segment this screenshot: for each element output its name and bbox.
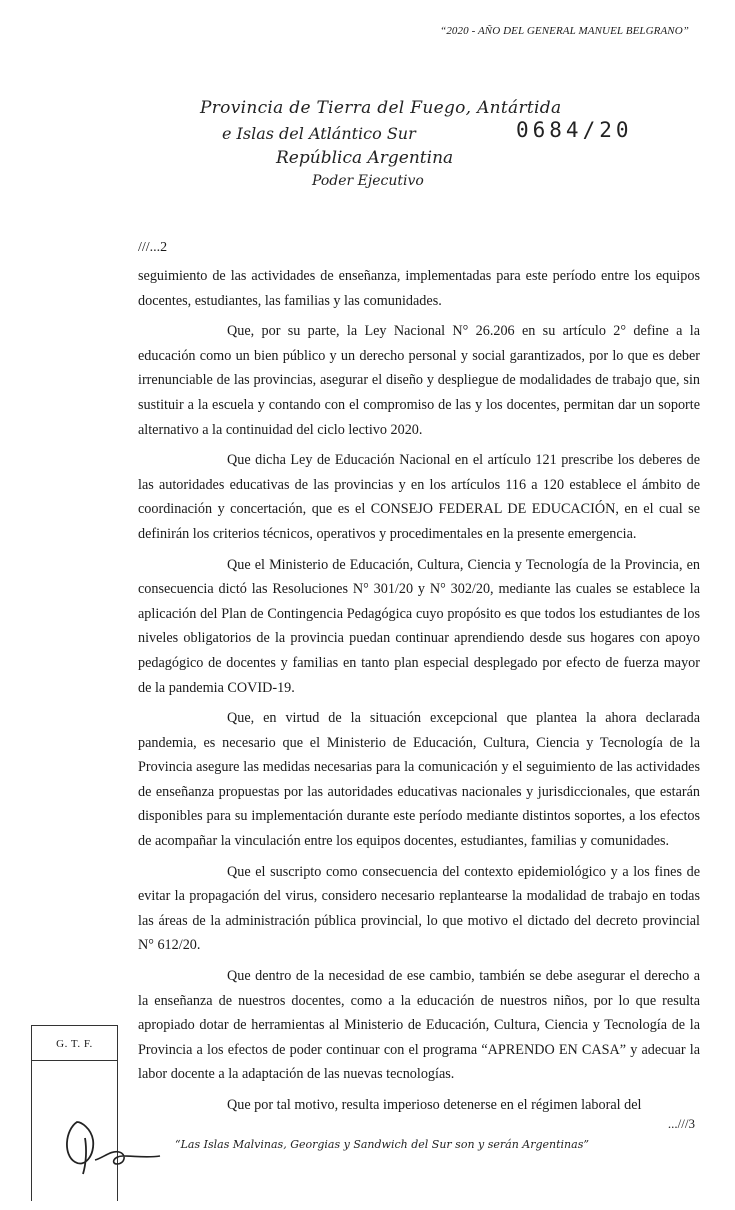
paragraph: Que dentro de la necesidad de ese cambio, también se debe asegurar el derecho a la enseñanza de nuestros docentes, como a la educación de nuestros niños, por lo que resulta apropiado dotar de herramientas al Ministerio de Educación, Cultura, Ciencia y Tecnología de la Provincia a los efectos de poder continuar con el programa “APRENDO EN CASA” y adecuar la labor docente a la adaptación de las nuevas tecnologías.: [138, 968, 700, 1083]
letterhead-islands-line: e Islas del Atlántico Sur: [222, 124, 416, 143]
document-body: [138, 264, 700, 1124]
handwritten-initial-signature: [55, 1100, 165, 1180]
paragraph: Que, por su parte, la Ley Nacional N° 26.206 en su artículo 2° define a la educación como un bien público y un derecho personal y social garantizados, por lo que es deber irrenunciable de las provincias, asegurar el diseño y despliegue de modalidades de trabajo que, sin sustituir a la escuela y contando con el compromiso de las y los docentes, permitan dar un soporte alternativo a la continuidad del ciclo lectivo 2020.: [138, 323, 700, 438]
paragraph: Que, en virtud de la situación excepcional que plantea la ahora declarada pandemia, es necesario que el Ministerio de Educación, Cultura, Ciencia y Tecnología de la Provincia asegure las medidas necesarias para la comunicación y el seguimiento de las actividades de enseñanza propuestas por las autoridades educativas nacionales y jurisdiccionales, que estarán disponibles para su implementación durante este período mediante distintos soportes, a los efectos de acompañar la vinculación entre los equipos docentes, estudiantes, familias y comunidades.: [138, 710, 700, 850]
paragraph: Que por tal motivo, resulta imperioso detenerse en el régimen laboral del: [227, 1097, 642, 1113]
letterhead-branch-line: Poder Ejecutivo: [312, 173, 424, 189]
gtf-divider: [32, 1060, 117, 1061]
letterhead-province-line: Provincia de Tierra del Fuego, Antártida: [200, 98, 562, 118]
paragraph: seguimiento de las actividades de enseñanza, implementadas para este período entre los equipos docentes, estudiantes, las familias y las comunidades.: [138, 268, 700, 309]
gtf-label: G. T. F.: [56, 1038, 93, 1050]
letterhead-country-line: República Argentina: [276, 148, 454, 168]
continuation-marker: ///...2: [138, 240, 168, 255]
year-motto: “2020 - AÑO DEL GENERAL MANUEL BELGRANO”: [440, 25, 689, 37]
paragraph: Que dicha Ley de Educación Nacional en el artículo 121 prescribe los deberes de las autoridades educativas de las provincias y en los artículos 116 a 120 establece el ámbito de coordinación y concertación, que es el CONSEJO FEDERAL DE EDUCACIÓN, en el cual se definirán los criterios técnicos, operativos y procedimentales en la presente emergencia.: [138, 452, 700, 542]
paragraph: Que el suscripto como consecuencia del contexto epidemiológico y a los fines de evitar la propagación del virus, considero necesario replantearse la modalidad de trabajo en todas las áreas de la administración pública provincial, lo que motivo el dictado del decreto provincial N° 612/20.: [138, 863, 700, 954]
malvinas-motto: “Las Islas Malvinas, Georgias y Sandwich del Sur son y serán Argentinas”: [175, 1138, 589, 1151]
decree-number-stamp: 0684/20: [516, 118, 633, 142]
paragraph: Que el Ministerio de Educación, Cultura, Ciencia y Tecnología de la Provincia, en consecuencia dictó las Resoluciones N° 301/20 y N° 302/20, mediante las cuales se establece la aplicación del Plan de Contingencia Pedagógica cuyo propósito es que todos los estudiantes de los niveles obligatorios de la provincia puedan continuar aprendiendo desde sus hogares con apoyo pedagógico de docentes y familias en tanto plan especial desplegado por efecto de fuerza mayor de la pandemia COVID-19.: [138, 556, 700, 696]
next-page-marker: ...///3: [667, 1116, 695, 1131]
